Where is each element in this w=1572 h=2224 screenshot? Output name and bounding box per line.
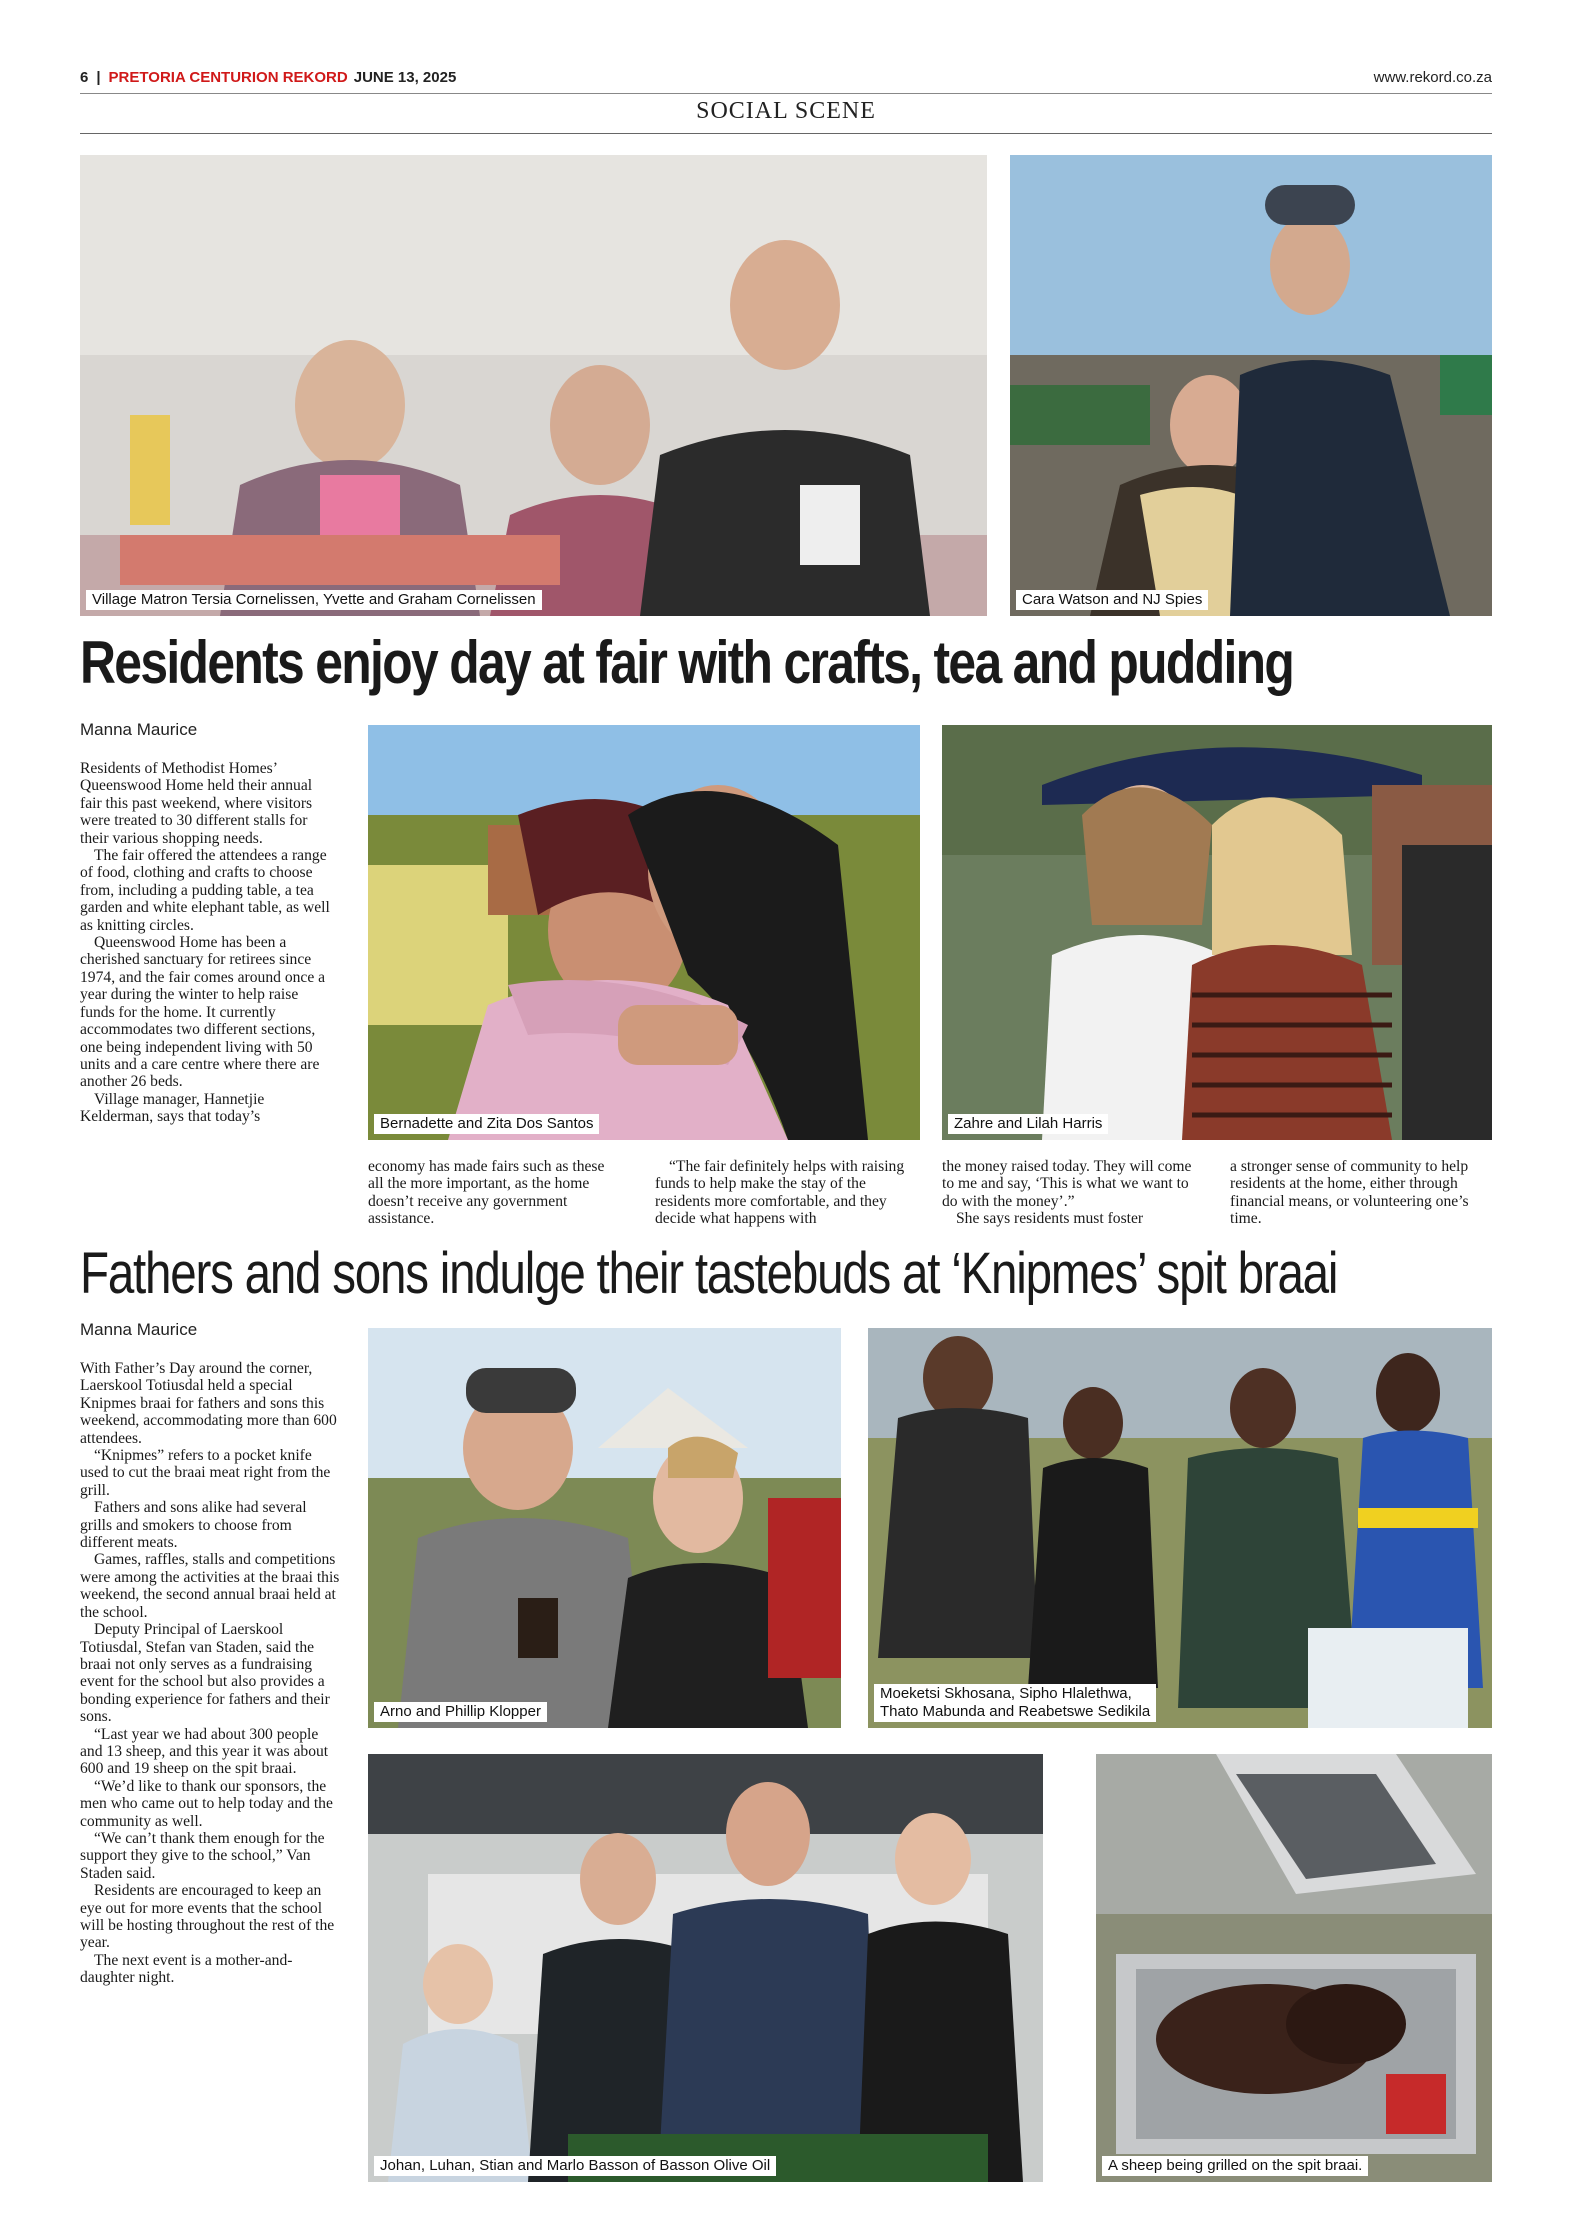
photo-skhosana-group	[868, 1328, 1492, 1728]
paragraph: The fair offered the attendees a range of food, clothing and crafts to choose from, including a pudding table, a tea garden and white elephant table, as well as knitting circles.	[80, 847, 330, 934]
paragraph: Deputy Principal of Laerskool Totiusdal, Stefan van Staden, said the braai not only serves as a fundraising event for the school but also provides a bonding experience for fathers and their sons.	[80, 1621, 330, 1726]
photo-caption: Village Matron Tersia Cornelissen, Yvette and Graham Cornelissen	[86, 590, 542, 610]
paragraph: “Last year we had about 300 people and 13 sheep, and this year it was about 600 and 19 sheep on the spit braai.	[80, 1725, 329, 1778]
story1-column-3	[655, 1158, 920, 1228]
story1-column-5	[1230, 1158, 1492, 1228]
paragraph: Residents of Methodist Homes’ Queenswood Home held their annual fair this past weekend, where visitors were treated to 30 different stalls for their various shopping needs.	[80, 760, 313, 847]
photo-caption	[874, 1684, 1156, 1722]
photo-dos-santos	[368, 725, 920, 1140]
caption-line: Moeketsi Skhosana, Sipho Hlalethwa,	[880, 1685, 1132, 1702]
paragraph: Queenswood Home has been a cherished sanctuary for retirees since 1974, and the fair comes around once a year during the winter to help raise funds for the home. It currently accommodates two different sections, one being independent living with 50 units and a care centre where there are another 26 beds.	[80, 934, 326, 1091]
paragraph: the money raised today. They will come to me and say, ‘This is what we want to do with the money’.”	[942, 1158, 1192, 1210]
paragraph: Village manager, Hannetjie Kelderman, says that today’s	[80, 1090, 265, 1126]
photo-caption: Johan, Luhan, Stian and Marlo Basson of Basson Olive Oil	[374, 2156, 776, 2176]
headline-story2: Fathers and sons indulge their tastebuds at ‘Knipmes’ spit braai	[80, 1241, 1338, 1306]
paragraph: a stronger sense of community to help residents at the home, either through financial means, or volunteering one’s time.	[1230, 1158, 1469, 1228]
paragraph: With Father’s Day around the corner, Laerskool Totiusdal held a special Knipmes braai for fathers and sons this weekend, accommodating more than 600 attendees.	[80, 1360, 337, 1447]
paragraph: Fathers and sons alike had several grills and smokers to choose from different meats.	[80, 1499, 307, 1552]
paragraph: The next event is a mother-and-daughter night.	[80, 1951, 293, 1987]
page-header	[80, 62, 1492, 92]
page-number: 6	[80, 68, 89, 86]
headline-story1: Residents enjoy day at fair with crafts, tea and pudding	[80, 629, 1294, 696]
paper-name: PRETORIA CENTURION REKORD	[108, 68, 348, 86]
paragraph: “The fair definitely helps with raising funds to help make the stay of the residents more comfortable, and they decide what happens with	[655, 1158, 905, 1228]
photo-watson-spies	[1010, 155, 1492, 616]
story1-column-4	[942, 1158, 1207, 1228]
byline-story1: Manna Maurice	[80, 720, 198, 739]
section-title: SOCIAL SCENE	[696, 98, 876, 124]
paragraph: Residents are encouraged to keep an eye out for more events that the school will be hosting throughout the rest of the year.	[80, 1882, 335, 1952]
issue-date: JUNE 13, 2025	[353, 68, 457, 86]
header-rule	[80, 93, 1492, 94]
photo-caption: Arno and Phillip Klopper	[374, 1702, 547, 1722]
photo-basson	[368, 1754, 1043, 2182]
photo-caption: Bernadette and Zita Dos Santos	[374, 1114, 599, 1134]
section-rule	[80, 133, 1492, 134]
story1-column-1	[80, 760, 330, 1126]
story2-column-1	[80, 1360, 340, 1987]
photo-cornelissen	[80, 155, 987, 616]
photo-caption: A sheep being grilled on the spit braai.	[1102, 2156, 1368, 2176]
paragraph: “We’d like to thank our sponsors, the men who came out to help today and the community as well.	[80, 1777, 333, 1830]
photo-harris	[942, 725, 1492, 1140]
paragraph: “Knipmes” refers to a pocket knife used to cut the braai meat right from the grill.	[80, 1447, 331, 1499]
paragraph: Games, raffles, stalls and competitions were among the activities at the braai this weekend, the second annual braai held at the school.	[80, 1551, 340, 1621]
website-link[interactable]: www.rekord.co.za	[1373, 68, 1492, 86]
byline-story2: Manna Maurice	[80, 1320, 198, 1339]
caption-line: Thato Mabunda and Reabetswe Sedikila	[880, 1703, 1151, 1720]
photo-klopper	[368, 1328, 841, 1728]
photo-caption: Cara Watson and NJ Spies	[1016, 590, 1208, 610]
header-separator: |	[96, 68, 101, 86]
photo-caption: Zahre and Lilah Harris	[948, 1114, 1108, 1134]
paragraph: economy has made fairs such as these all the more important, as the home doesn’t receive any government assistance.	[368, 1158, 605, 1228]
story1-column-2	[368, 1158, 620, 1228]
paragraph: She says residents must foster	[956, 1210, 1144, 1228]
photo-spit-braai	[1096, 1754, 1492, 2182]
paragraph: “We can’t thank them enough for the support they give to the school,” Van Staden said.	[80, 1829, 325, 1882]
